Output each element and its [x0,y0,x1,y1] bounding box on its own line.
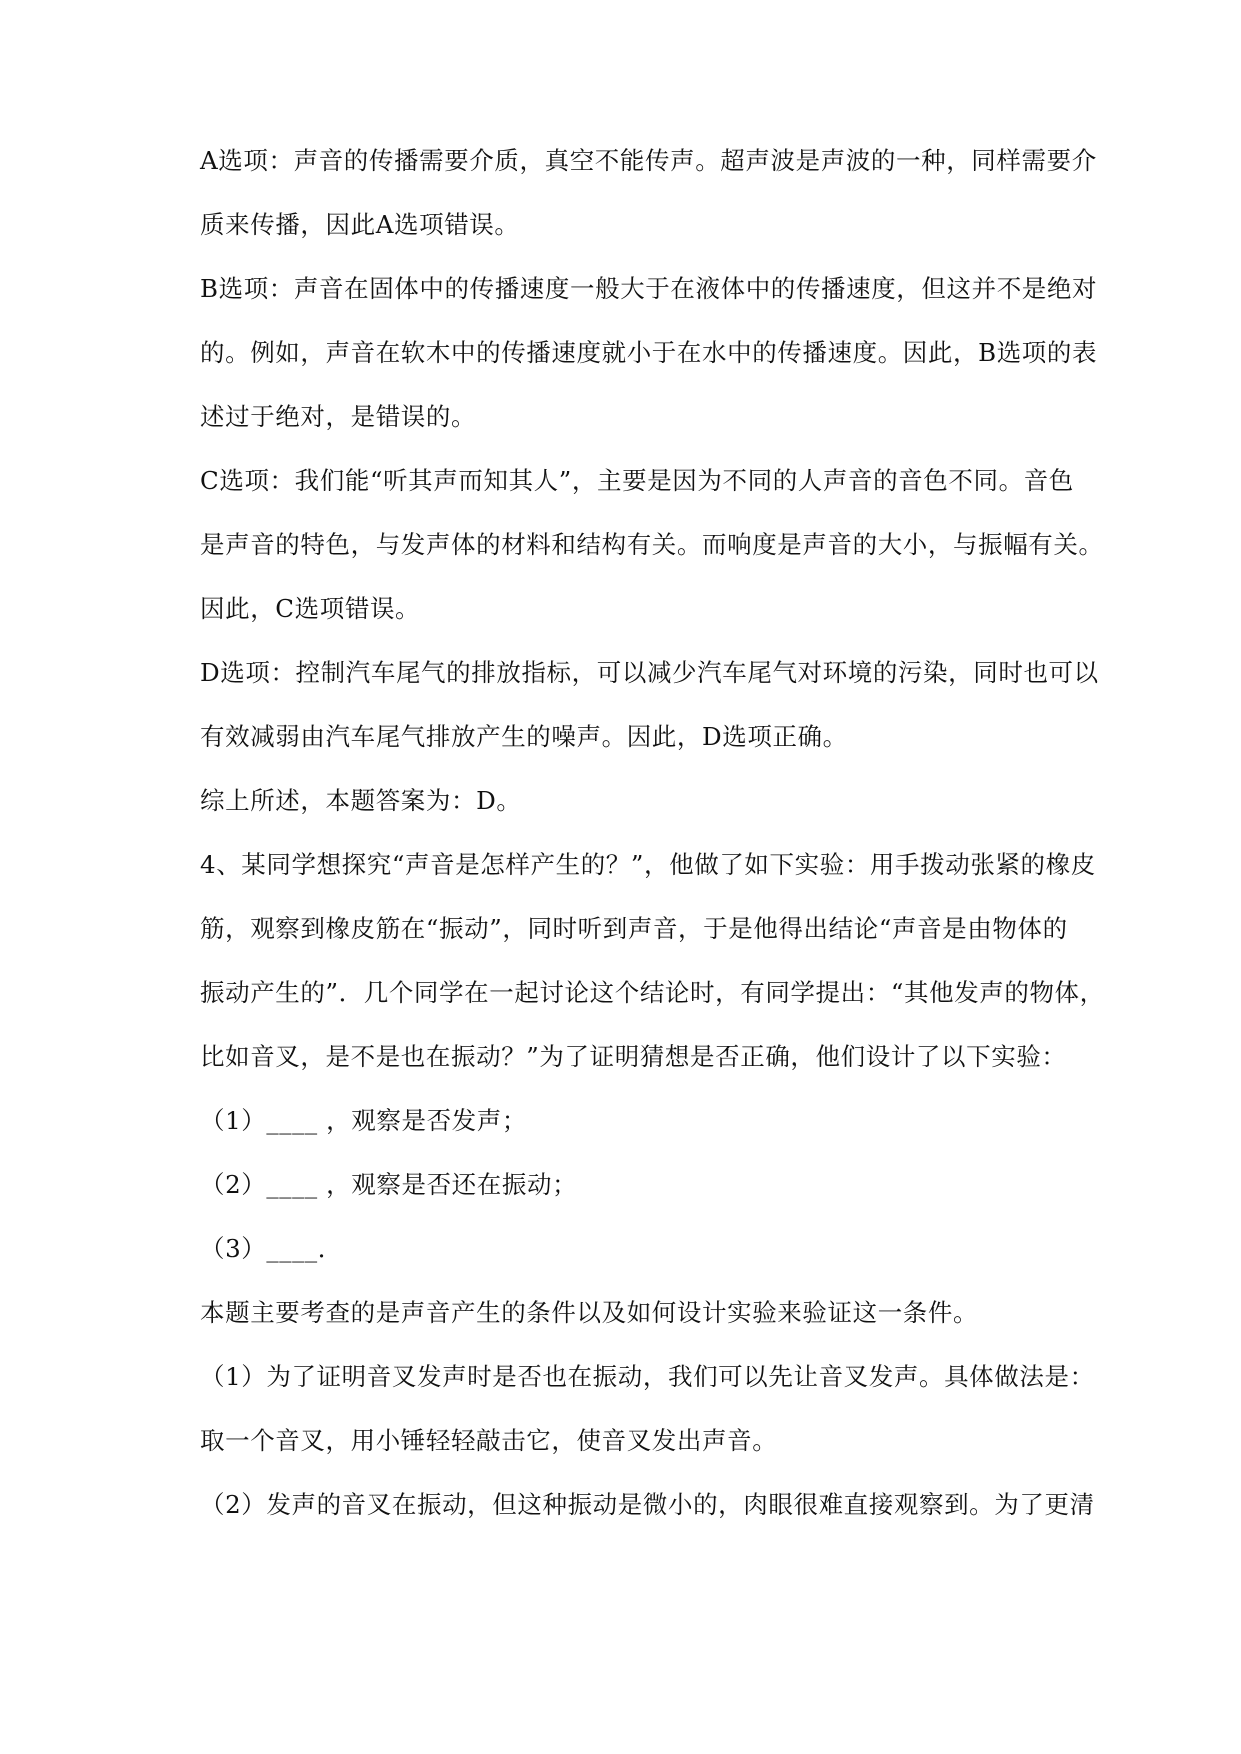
text-line: 本题主要考查的是声音产生的条件以及如何设计实验来验证这一条件。 [200,1298,979,1327]
text-body [200,143,1105,1551]
blank-item-line: （3）____． [200,1234,343,1263]
text-line: （1）为了证明音叉发声时是否也在振动，我们可以先让音叉发声。具体做法是： [200,1362,1095,1391]
question-line: 筋，观察到橡皮筋在“振动”，同时听到声音，于是他得出结论“声音是由物体的 [200,914,1068,943]
text-line: 述过于绝对，是错误的。 [200,402,477,431]
text-line: 质来传播，因此A选项错误。 [200,210,520,239]
text-line: 有效减弱由汽车尾气排放产生的噪声。因此，D选项正确。 [200,722,848,751]
question-line: 比如音叉，是不是也在振动？”为了证明猜想是否正确，他们设计了以下实验： [200,1042,1067,1071]
text-line: 综上所述，本题答案为：D。 [200,786,522,815]
question-line: 4、某同学想探究“声音是怎样产生的？”，他做了如下实验：用手拨动张紧的橡皮 [200,850,1096,879]
text-line: （2）发声的音叉在振动，但这种振动是微小的，肉眼很难直接观察到。为了更清 [200,1490,1095,1519]
question-line: 振动产生的”．几个同学在一起讨论这个结论时，有同学提出：“其他发声的物体， [200,978,1105,1007]
blank-item-line: （1）____ ，观察是否发声； [200,1106,527,1135]
text-line: 因此，C选项错误。 [200,594,421,623]
blank-item-line: （2）____ ，观察是否还在振动； [200,1170,578,1199]
text-line: B选项：声音在固体中的传播速度一般大于在液体中的传播速度，但这并不是绝对 [200,274,1098,303]
text-line: 的。例如，声音在软木中的传播速度就小于在水中的传播速度。因此，B选项的表 [200,338,1098,367]
text-line: D选项：控制汽车尾气的排放指标，可以减少汽车尾气对环境的污染，同时也可以 [200,658,1099,687]
text-line: A选项：声音的传播需要介质，真空不能传声。超声波是声波的一种，同样需要介 [200,146,1097,175]
text-line: C选项：我们能“听其声而知其人”，主要是因为不同的人声音的音色不同。音色 [200,466,1074,495]
text-line: 是声音的特色，与发声体的材料和结构有关。而响度是声音的大小，与振幅有关。 [200,530,1104,559]
text-line: 取一个音叉，用小锤轻轻敲击它，使音叉发出声音。 [200,1426,778,1455]
